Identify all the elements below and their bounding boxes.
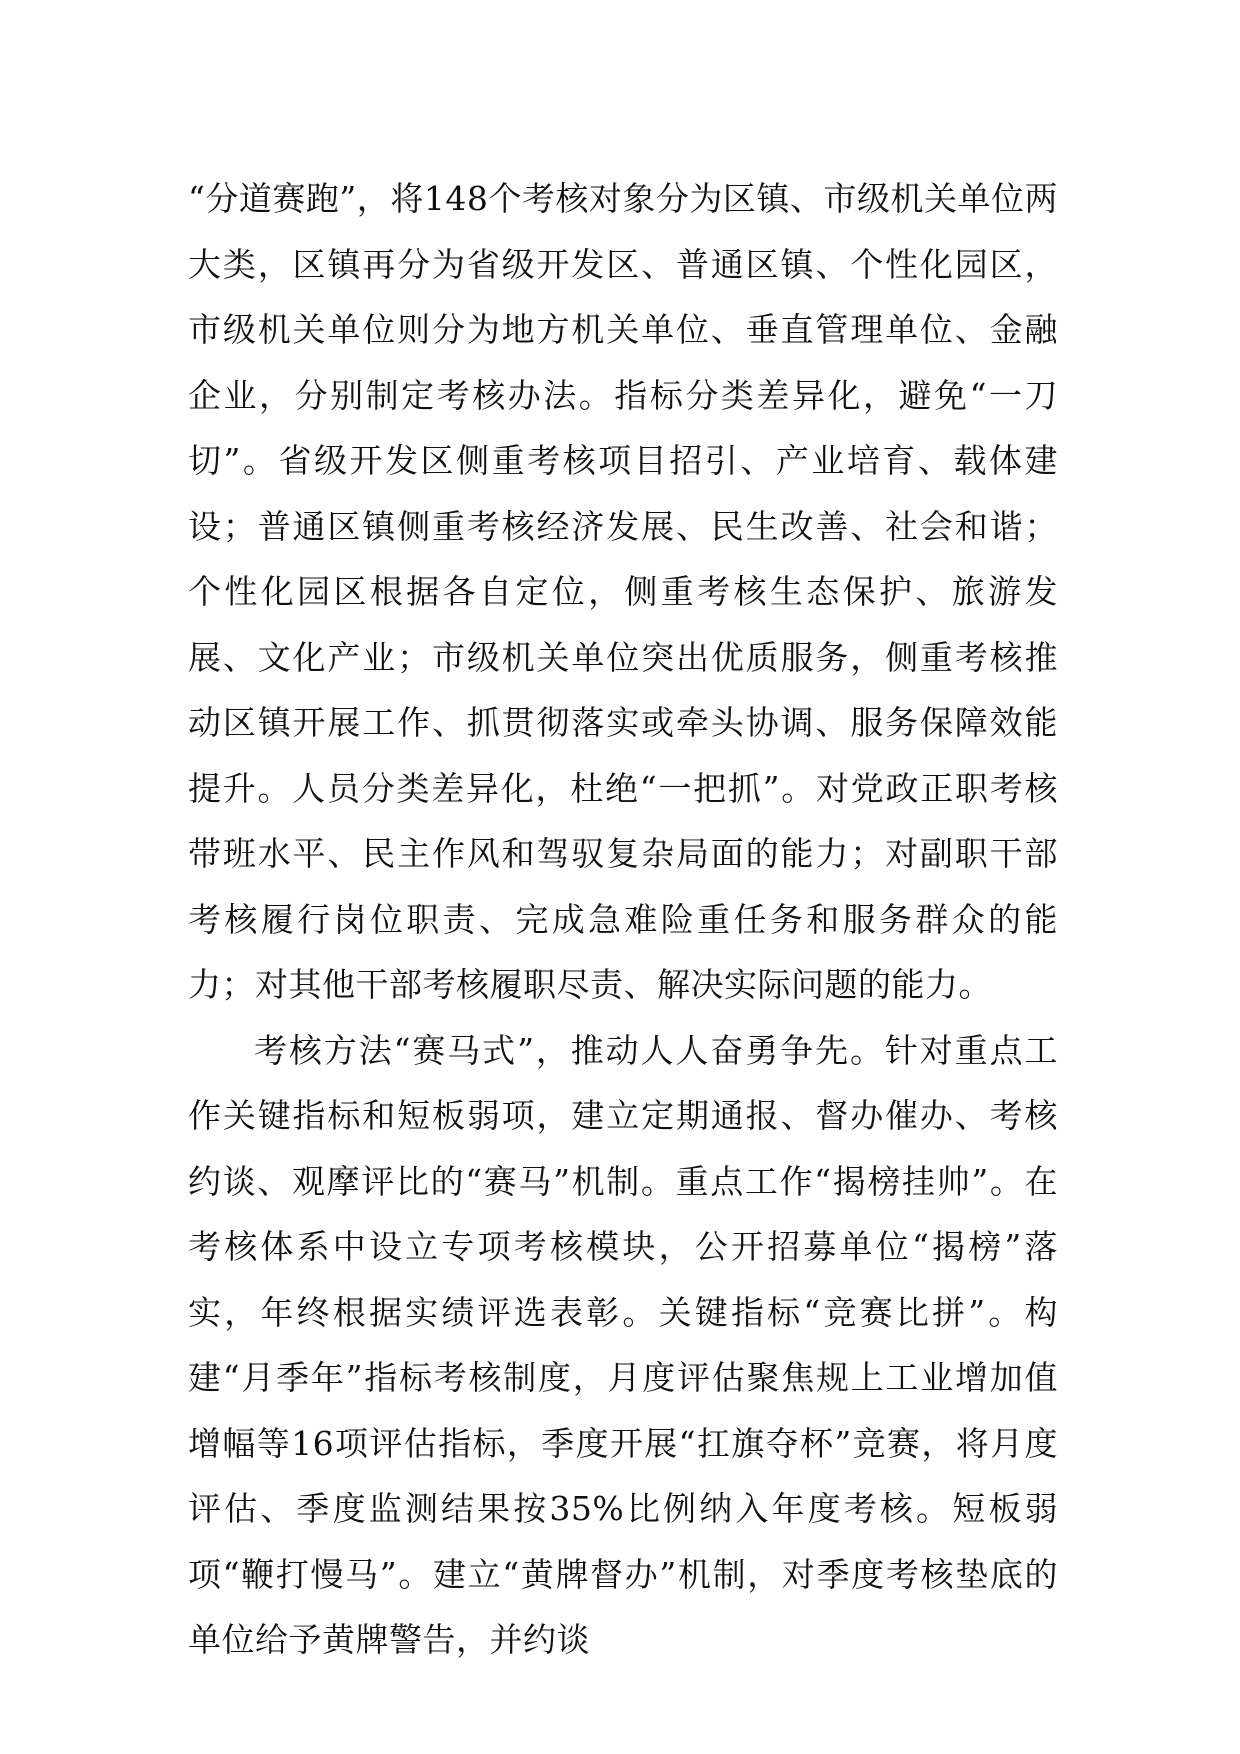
body-text: [188, 166, 1058, 1673]
paragraph-2: 考核方法“赛马式”，推动人人奋勇争先。针对重点工作关键指标和短板弱项，建立定期通报、督办催办、考核约谈、观摩评比的“赛马”机制。重点工作“揭榜挂帅”。在考核体系中设立专项考核模块，公开招募单位“揭榜”落实，年终根据实绩评选表彰。关键指标“竞赛比拼”。构建“月季年”指标考核制度，月度评估聚焦规上工业增加值增幅等16项评估指标，季度开展“扛旗夺杯”竞赛，将月度评估、季度监测结果按35%比例纳入年度考核。短板弱项“鞭打慢马”。建立“黄牌督办”机制，对季度考核垫底的单位给予黄牌警告，并约谈: [188, 1030, 1058, 1659]
paragraph-1: “分道赛跑”，将148个考核对象分为区镇、市级机关单位两大类，区镇再分为省级开发区、普通区镇、个性化园区，市级机关单位则分为地方机关单位、垂直管理单位、金融企业，分别制定考核办法。指标分类差异化，避免“一刀切”。省级开发区侧重考核项目招引、产业培育、载体建设；普通区镇侧重考核经济发展、民生改善、社会和谐；个性化园区根据各自定位，侧重考核生态保护、旅游发展、文化产业；市级机关单位突出优质服务，侧重考核推动区镇开展工作、抓贯彻落实或牵头协调、服务保障效能提升。人员分类差异化，杜绝“一把抓”。对党政正职考核带班水平、民主作风和驾驭复杂局面的能力；对副职干部考核履行岗位职责、完成急难险重任务和服务群众的能力；对其他干部考核履职尽责、解决实际问题的能力。: [188, 179, 1058, 1004]
